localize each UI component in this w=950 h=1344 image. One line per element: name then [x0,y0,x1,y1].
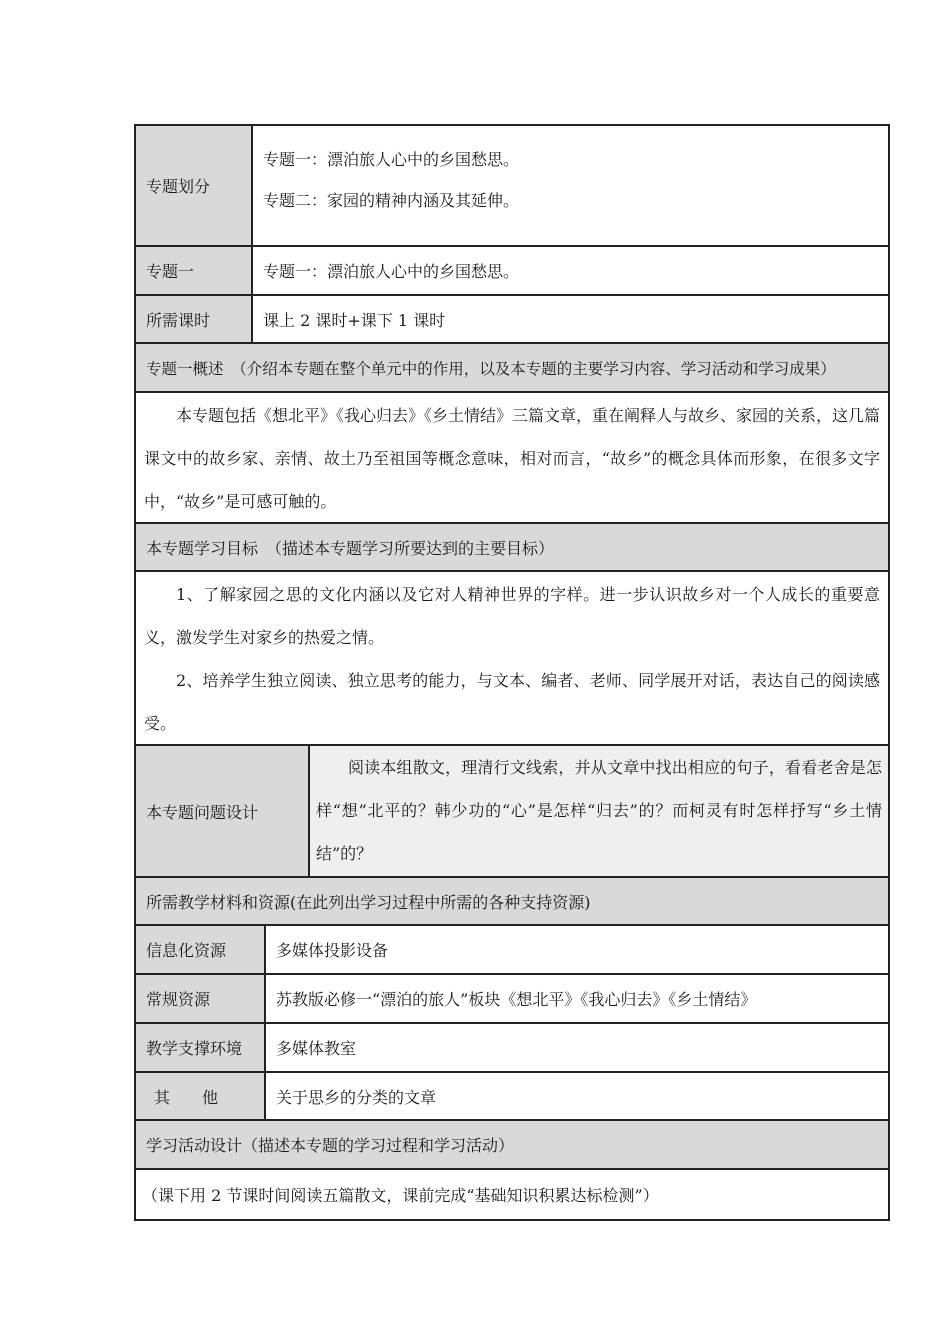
topic1-label: 专题一 [136,247,253,294]
lesson-plan-table [134,124,890,1221]
topic1-value: 专题一：漂泊旅人心中的乡国愁思。 [263,262,520,281]
row-topic1 [134,247,890,296]
row-overview-text [134,393,890,524]
info-res-value: 多媒体投影设备 [276,941,389,960]
division-label: 专题划分 [136,126,253,245]
env-value: 多媒体教室 [276,1039,357,1058]
activity-header: 学习活动设计（描述本专题的学习过程和学习活动） [134,1121,890,1170]
info-res-label: 信息化资源 [136,926,266,973]
division-line-2: 专题二：家园的精神内涵及其延伸。 [263,191,520,210]
question-label: 本专题问题设计 [136,746,310,876]
row-hours [134,296,890,344]
hours-label: 所需课时 [136,296,253,342]
row-goals [134,572,890,746]
overview-paragraph: 本专题包括《想北平》《我心归去》《乡土情结》三篇文章，重在阐释人与故乡、家园的关系，这几篇课文中的故乡家、亲情、故土乃至祖国等概念意味，相对而言，“故乡”的概念具体而形象，在很多文字中，“故乡”是可感可触的。 [144,406,881,511]
question-value [310,746,888,876]
row-division [134,124,890,247]
env-label: 教学支撑环境 [136,1024,266,1071]
regular-res-value: 苏教版必修一“漂泊的旅人”板块《想北平》《我心归去》《乡土情结》 [276,990,757,1009]
regular-res-label: 常规资源 [136,975,266,1022]
hours-value: 课上 2 课时+课下 1 课时 [263,310,446,330]
overview-header: 专题一概述 （介绍本专题在整个单元中的作用，以及本专题的主要学习内容、学习活动和学习成果） [134,344,890,393]
goal-1: 1、了解家园之思的文化内涵以及它对人精神世界的字样。进一步认识故乡对一个人成长的重要意义，激发学生对家乡的热爱之情。 [144,585,880,647]
division-line-1: 专题一：漂泊旅人心中的乡国愁思。 [263,150,520,169]
question-text: 阅读本组散文，理清行文线索，并从文章中找出相应的句子，看看老舍是怎样“想”北平的？韩少功的“心”是怎样“归去”的？而柯灵有时怎样抒写“乡土情结”的？ [316,758,882,863]
row-environment [134,1024,890,1073]
row-regular-resources [134,975,890,1024]
other-value: 关于思乡的分类的文章 [276,1087,437,1107]
other-label: 其 他 [136,1073,266,1119]
materials-header: 所需教学材料和资源(在此列出学习过程中所需的各种支持资源) [134,878,890,926]
row-other [134,1073,890,1121]
goal-2: 2、培养学生独立阅读、独立思考的能力，与文本、编者、老师、同学展开对话，表达自己的阅读感受。 [144,671,880,733]
division-value [253,126,888,245]
row-info-resources [134,926,890,975]
activity-note: （课下用 2 节课时间阅读五篇散文，课前完成“基础知识积累达标检测”） [134,1170,890,1221]
row-question [134,746,890,878]
goals-header: 本专题学习目标 （描述本专题学习所要达到的主要目标） [134,524,890,572]
